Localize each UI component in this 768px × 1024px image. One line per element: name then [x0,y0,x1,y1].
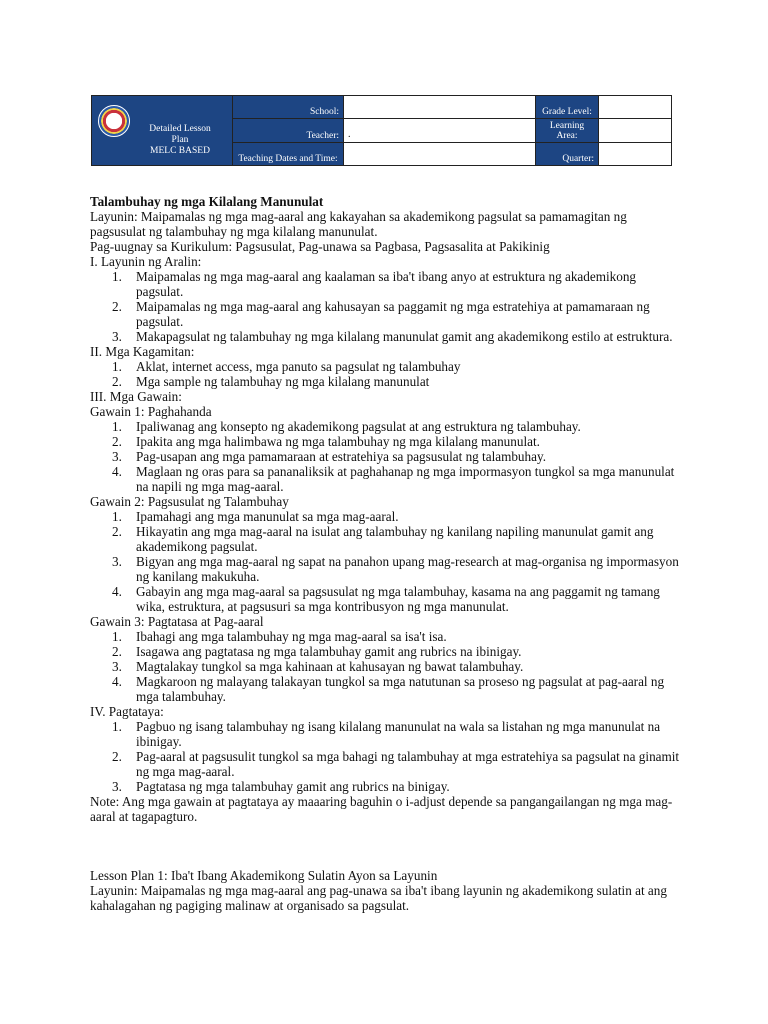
grade-level-field[interactable] [599,96,672,119]
section-1-list [90,269,680,344]
gawain-1-list [90,419,680,494]
section-2-list [90,359,680,389]
teacher-label: Teacher: [233,119,344,143]
paguugnay-paragraph: Pag-uugnay sa Kurikulum: Pagsusulat, Pag-unawa sa Pagbasa, Pagsasalita at Pakikinig [90,239,550,254]
list-item: 3. Magtalakay tungkol sa mga kahinaan at kahusayan ng bawat talambuhay. [112,659,524,674]
header-brand-cell [92,96,233,166]
teaching-dates-field[interactable] [344,143,536,166]
lesson-plan-header-table [91,95,672,166]
list-item: 1. Ipamahagi ang mga manunulat sa mga mag-aaral. [112,509,399,524]
school-field[interactable] [344,96,536,119]
list-item: 3. Pagtatasa ng mga talambuhay gamit ang rubrics na binigay. [112,779,450,794]
brand-text [132,124,228,157]
brand-line-1: Detailed Lesson [149,124,211,134]
list-item: 3. Bigyan ang mga mag-aaral ng sapat na panahon upang mag-research at mag-organisa ng impormasyon ng kanilang makukuha. [112,554,679,584]
list-item: 4. Gabayin ang mga mag-aaral sa pagsusulat ng mga talambuhay, kasama na ang paggamit ng tamang wika, estruktura, at pagsusuri sa mga kontribusyon ng mga manunulat. [112,584,660,614]
learning-area-label: Learning Area: [536,119,599,143]
list-item: 2. Hikayatin ang mga mag-aaral na isulat ang talambuhay ng kanilang napiling manunulat gamit ang akademikong pagsulat. [112,524,654,554]
note-paragraph: Note: Ang mga gawain at pagtataya ay maaaring baguhin o i-adjust depende sa pangangailangan ng mga mag-aaral at tagapagturo. [90,794,673,824]
list-item: 4. Magkaroon ng malayang talakayan tungkol sa mga natutunan sa proseso ng pagsulat at pag-aaral ng mga talambuhay. [112,674,665,704]
list-item: 4. Maglaan ng oras para sa pananaliksik at paghahanap ng mga impormasyon tungkol sa mga manunulat na napili ng mga mag-aaral. [112,464,675,494]
list-item: 1. Maipamalas ng mga mag-aaral ang kaalaman sa iba't ibang anyo at estruktura ng akademikong pagsulat. [112,269,637,299]
list-item: 1. Ipaliwanag ang konsepto ng akademikong pagsulat at ang estruktura ng talambuhay. [112,419,581,434]
section-4-list [90,719,680,794]
list-item: 2. Ipakita ang mga halimbawa ng mga talambuhay ng mga kilalang manunulat. [112,434,540,449]
quarter-label: Quarter: [536,143,599,166]
section-3-heading: III. Mga Gawain: [90,389,182,404]
list-item: 2. Pag-aaral at pagsusulit tungkol sa mga bahagi ng talambuhay at mga estratehiya sa pagsulat na ginamit ng mga mag-aaral. [112,749,680,779]
section-2-heading: II. Mga Kagamitan: [90,344,195,359]
section-1-heading: I. Layunin ng Aralin: [90,254,202,269]
layunin-paragraph: Layunin: Maipamalas ng mga mag-aaral ang kakayahan sa akademikong pagsulat sa pamamagitan ng pagsusulat ng talambuhay ng mga kilalang manunulat. [90,209,627,239]
document-title: Talambuhay ng mga Kilalang Manunulat [90,194,324,209]
deped-seal-icon [98,105,130,137]
section-4-heading: IV. Pagtataya: [90,704,164,719]
learning-area-field[interactable] [599,119,672,143]
list-item: 1. Pagbuo ng isang talambuhay ng isang kilalang manunulat na wala sa listahan ng mga manunulat na ibinigay. [112,719,661,749]
list-item: 2. Isagawa ang pagtatasa ng mga talambuhay gamit ang rubrics na ibinigay. [112,644,522,659]
list-item: 3. Makapagsulat ng talambuhay ng mga kilalang manunulat gamit ang akademikong estilo at estruktura. [112,329,673,344]
brand-line-3: MELC BASED [150,146,210,156]
teaching-dates-label: Teaching Dates and Time: [233,143,344,166]
list-item: 2. Mga sample ng talambuhay ng mga kilalang manunulat [112,374,430,389]
grade-level-label: Grade Level: [536,96,599,119]
gawain-3-heading: Gawain 3: Pagtatasa at Pag-aaral [90,614,264,629]
document-body [90,194,680,913]
gawain-1-heading: Gawain 1: Paghahanda [90,404,212,419]
spacer [90,824,680,868]
brand-line-2: Plan [171,135,189,145]
list-item: 3. Pag-usapan ang mga pamamaraan at estratehiya sa pagsusulat ng talambuhay. [112,449,547,464]
quarter-field[interactable] [599,143,672,166]
list-item: 2. Maipamalas ng mga mag-aaral ang kahusayan sa paggamit ng mga estratehiya at pamamaraan ng pagsulat. [112,299,650,329]
gawain-2-list [90,509,680,614]
lesson-plan-1-title: Lesson Plan 1: Iba't Ibang Akademikong Sulatin Ayon sa Layunin [90,868,438,883]
gawain-3-list [90,629,680,704]
lesson-plan-1-layunin: Layunin: Maipamalas ng mga mag-aaral ang pag-unawa sa iba't ibang layunin ng akademikong sulatin at ang kahalagahan ng pagiging malinaw at organisado sa pagsulat. [90,883,667,913]
list-item: 1. Ibahagi ang mga talambuhay ng mga mag-aaral sa isa't isa. [112,629,447,644]
school-label: School: [233,96,344,119]
list-item: 1. Aklat, internet access, mga panuto sa pagsulat ng talambuhay [112,359,461,374]
teacher-field[interactable]: . [344,119,536,143]
gawain-2-heading: Gawain 2: Pagsusulat ng Talambuhay [90,494,289,509]
